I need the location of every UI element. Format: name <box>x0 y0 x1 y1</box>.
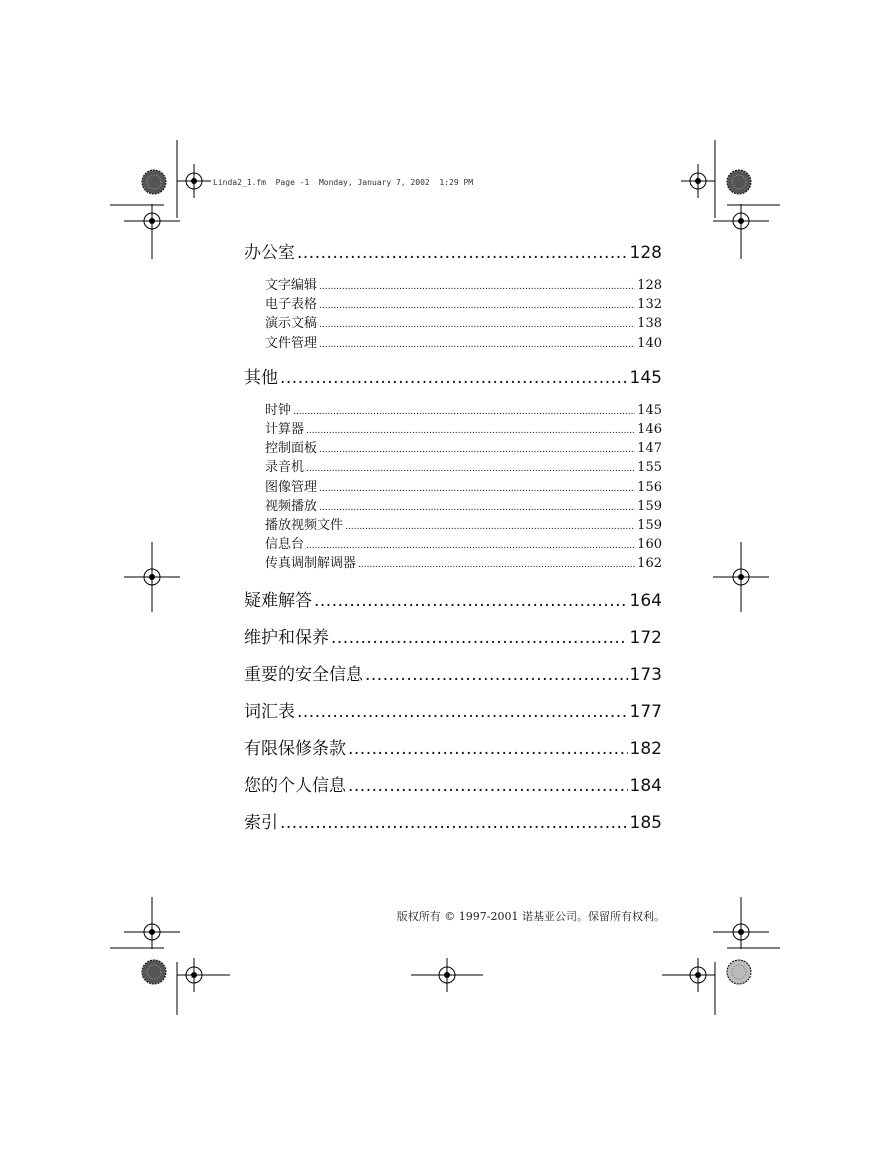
file-header: Linda2_1.fm Page -1 Monday, January 7, 2002 1:29 PM <box>213 178 474 187</box>
toc-subentry-title: 控制面板 <box>265 441 318 457</box>
registration-mark-icon <box>124 204 180 259</box>
toc-subentry-page: 140 <box>637 335 662 351</box>
starburst-swatch-icon <box>142 960 166 984</box>
toc-entry-page: 145 <box>629 367 662 388</box>
toc-subentry-title: 文件管理 <box>265 335 318 351</box>
toc-subentry-page: 162 <box>637 556 662 572</box>
toc-subentry-title: 计算器 <box>265 421 305 437</box>
starburst-swatch-icon <box>727 960 751 984</box>
toc-subentry-title: 文字编辑 <box>265 278 318 293</box>
registration-mark-icon <box>681 164 715 198</box>
toc-entry-page: 184 <box>629 776 662 797</box>
toc-entry-title: 词汇表 <box>244 702 295 723</box>
toc-subentry-title: 信息台 <box>265 537 305 553</box>
registration-mark-icon <box>662 958 715 992</box>
toc-subentry-title: 电子表格 <box>265 297 318 313</box>
toc-entry-title: 有限保修条款 <box>244 739 346 760</box>
toc-entry-page: 173 <box>629 665 662 686</box>
toc-subentry-title: 视频播放 <box>265 498 318 514</box>
toc-entry-page: 164 <box>629 591 662 612</box>
toc-entry-page: 182 <box>629 739 662 760</box>
toc-entry-page: 185 <box>629 813 662 834</box>
registration-mark-icon <box>124 542 180 612</box>
toc-subentry-page: 160 <box>637 537 662 553</box>
toc-subentry-page: 128 <box>637 278 662 293</box>
registration-mark-icon <box>177 958 230 992</box>
toc-subentry-page: 146 <box>637 421 662 437</box>
toc-subentry-title: 录音机 <box>265 460 305 476</box>
toc-subentry-page: 138 <box>637 316 662 332</box>
toc-entry-title: 维护和保养 <box>244 628 329 649</box>
toc-entry-title: 重要的安全信息 <box>244 665 363 686</box>
registration-mark-icon <box>713 542 769 612</box>
toc-subentry-title: 演示文稿 <box>265 316 318 332</box>
registration-mark-icon <box>124 897 180 949</box>
toc-entry-title: 办公室 <box>244 243 295 263</box>
starburst-swatch-icon <box>142 170 166 194</box>
toc-entry-page: 177 <box>629 702 662 723</box>
toc-subentry-page: 147 <box>637 441 662 457</box>
toc-subentry-title: 播放视频文件 <box>265 517 344 533</box>
toc-subentry-title: 传真调制解调器 <box>265 556 357 572</box>
toc-subentry-page: 132 <box>637 297 662 313</box>
toc-subentry-title: 时钟 <box>265 402 292 418</box>
toc-entry-title: 您的个人信息 <box>244 776 346 797</box>
toc-entry-title: 其他 <box>244 367 278 388</box>
registration-mark-icon <box>713 204 769 259</box>
registration-mark-icon <box>411 958 483 992</box>
copyright-notice: 版权所有 © 1997-2001 诺基亚公司。保留所有权利。 <box>396 910 665 923</box>
toc-subentry-page: 159 <box>637 517 662 533</box>
registration-mark-icon <box>177 164 211 198</box>
toc-subentry-page: 156 <box>637 479 662 495</box>
toc-subentry-page: 145 <box>637 402 662 418</box>
toc-entry-page: 128 <box>629 243 662 263</box>
toc-entry-title: 索引 <box>244 813 278 834</box>
toc-subentry-page: 155 <box>637 460 662 476</box>
starburst-swatch-icon <box>727 170 751 194</box>
registration-mark-icon <box>713 897 769 949</box>
toc-subentry-page: 159 <box>637 498 662 514</box>
toc-subentry-title: 图像管理 <box>265 479 318 495</box>
toc-entry-title: 疑难解答 <box>244 591 312 612</box>
toc-entry-page: 172 <box>629 628 662 649</box>
